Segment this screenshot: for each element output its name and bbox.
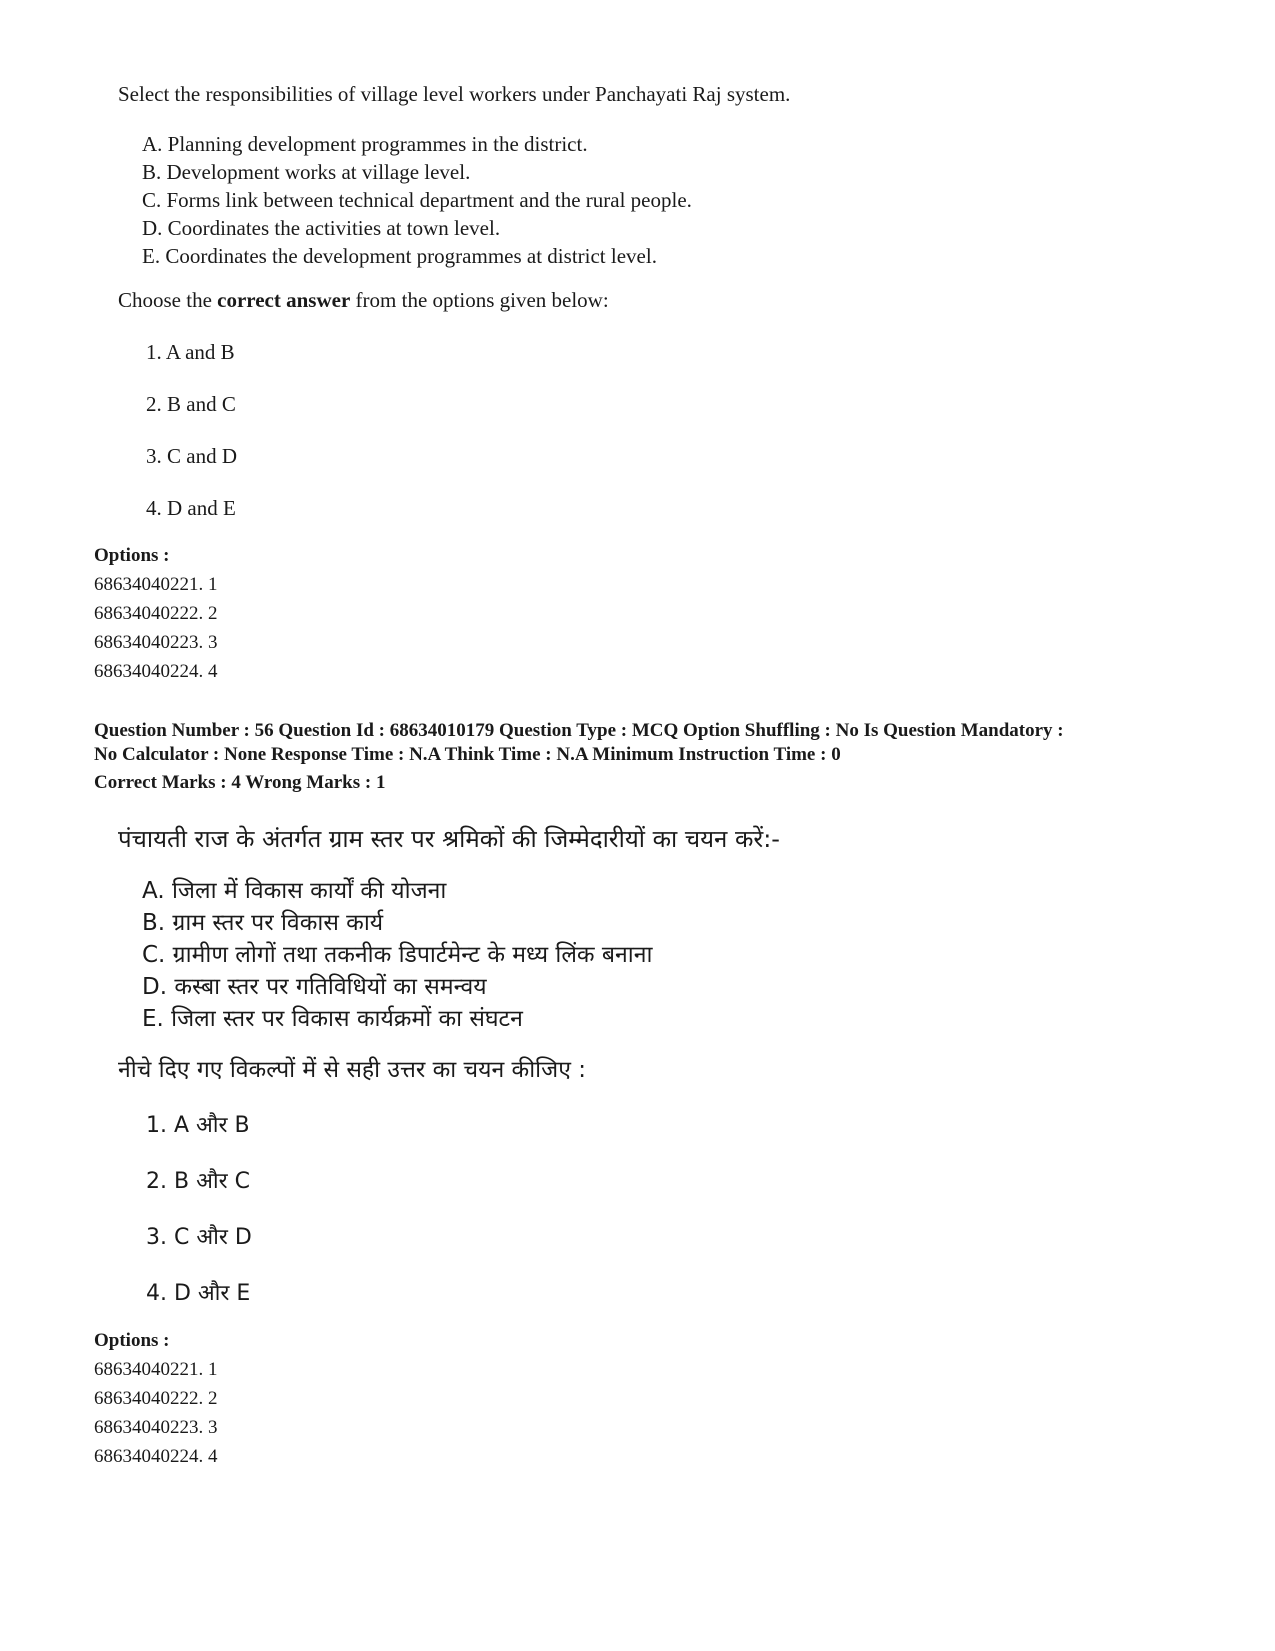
hindi-option-2: 68634040222. 2 bbox=[94, 1388, 218, 1409]
choice-4: 4. D and E bbox=[146, 496, 236, 520]
instruction-bold: correct answer bbox=[217, 288, 351, 312]
statement-e: E. Coordinates the development programmes at district level. bbox=[142, 244, 657, 268]
statement-list bbox=[142, 130, 692, 270]
choice-2: 2. B and C bbox=[146, 392, 236, 416]
hindi-question-stem: पंचायती राज के अंतर्गत ग्राम स्तर पर श्रमिकों की जिम्मेदारीयों का चयन करें:- bbox=[118, 825, 780, 853]
hindi-choice-4: 4. D और E bbox=[146, 1281, 251, 1306]
options-title: Options : bbox=[94, 545, 170, 566]
hindi-statement-e: E. जिला स्तर पर विकास कार्यक्रमों का संघटन bbox=[142, 1006, 523, 1032]
instruction-post: from the options given below: bbox=[350, 288, 609, 312]
hindi-options-title: Options : bbox=[94, 1330, 170, 1351]
statement-b: B. Development works at village level. bbox=[142, 160, 471, 184]
statement-a: A. Planning development programmes in the district. bbox=[142, 132, 588, 156]
hindi-statement-a: A. जिला में विकास कार्यों की योजना bbox=[142, 878, 447, 904]
hindi-options-list bbox=[94, 1355, 218, 1471]
question-stem: Select the responsibilities of village level workers under Panchayati Raj system. bbox=[118, 82, 791, 106]
hindi-statement-list bbox=[142, 875, 652, 1035]
instruction-pre: Choose the bbox=[118, 288, 218, 312]
options-list bbox=[94, 570, 218, 686]
option-4: 68634040224. 4 bbox=[94, 661, 218, 682]
option-2: 68634040222. 2 bbox=[94, 603, 218, 624]
option-3: 68634040223. 3 bbox=[94, 632, 218, 653]
hindi-statement-c: C. ग्रामीण लोगों तथा तकनीक डिपार्टमेन्ट के मध्य लिंक बनाना bbox=[142, 942, 653, 968]
hindi-option-3: 68634040223. 3 bbox=[94, 1417, 218, 1438]
choice-1: 1. A and B bbox=[146, 340, 235, 364]
hindi-instruction: नीचे दिए गए विकल्पों में से सही उत्तर का चयन कीजिए : bbox=[118, 1057, 586, 1083]
meta-line-3: Correct Marks : 4 Wrong Marks : 1 bbox=[94, 772, 386, 793]
hindi-choice-2: 2. B और C bbox=[146, 1169, 250, 1194]
meta-line-2: No Calculator : None Response Time : N.A Think Time : N.A Minimum Instruction Time : 0 bbox=[94, 744, 841, 765]
hindi-choice-1: 1. A और B bbox=[146, 1113, 250, 1138]
hindi-statement-d: D. कस्बा स्तर पर गतिविधियों का समन्वय bbox=[142, 974, 487, 1000]
hindi-choice-3: 3. C और D bbox=[146, 1225, 252, 1250]
meta-line-1: Question Number : 56 Question Id : 68634010179 Question Type : MCQ Option Shuffling : No Is Question Mandatory : bbox=[94, 720, 1064, 741]
hindi-option-4: 68634040224. 4 bbox=[94, 1446, 218, 1467]
question-instruction bbox=[118, 288, 609, 313]
choice-3: 3. C and D bbox=[146, 444, 237, 468]
hindi-option-1: 68634040221. 1 bbox=[94, 1359, 218, 1380]
question-meta bbox=[94, 719, 1064, 795]
statement-c: C. Forms link between technical department and the rural people. bbox=[142, 188, 692, 212]
option-1: 68634040221. 1 bbox=[94, 574, 218, 595]
statement-d: D. Coordinates the activities at town level. bbox=[142, 216, 501, 240]
hindi-statement-b: B. ग्राम स्तर पर विकास कार्य bbox=[142, 910, 384, 936]
